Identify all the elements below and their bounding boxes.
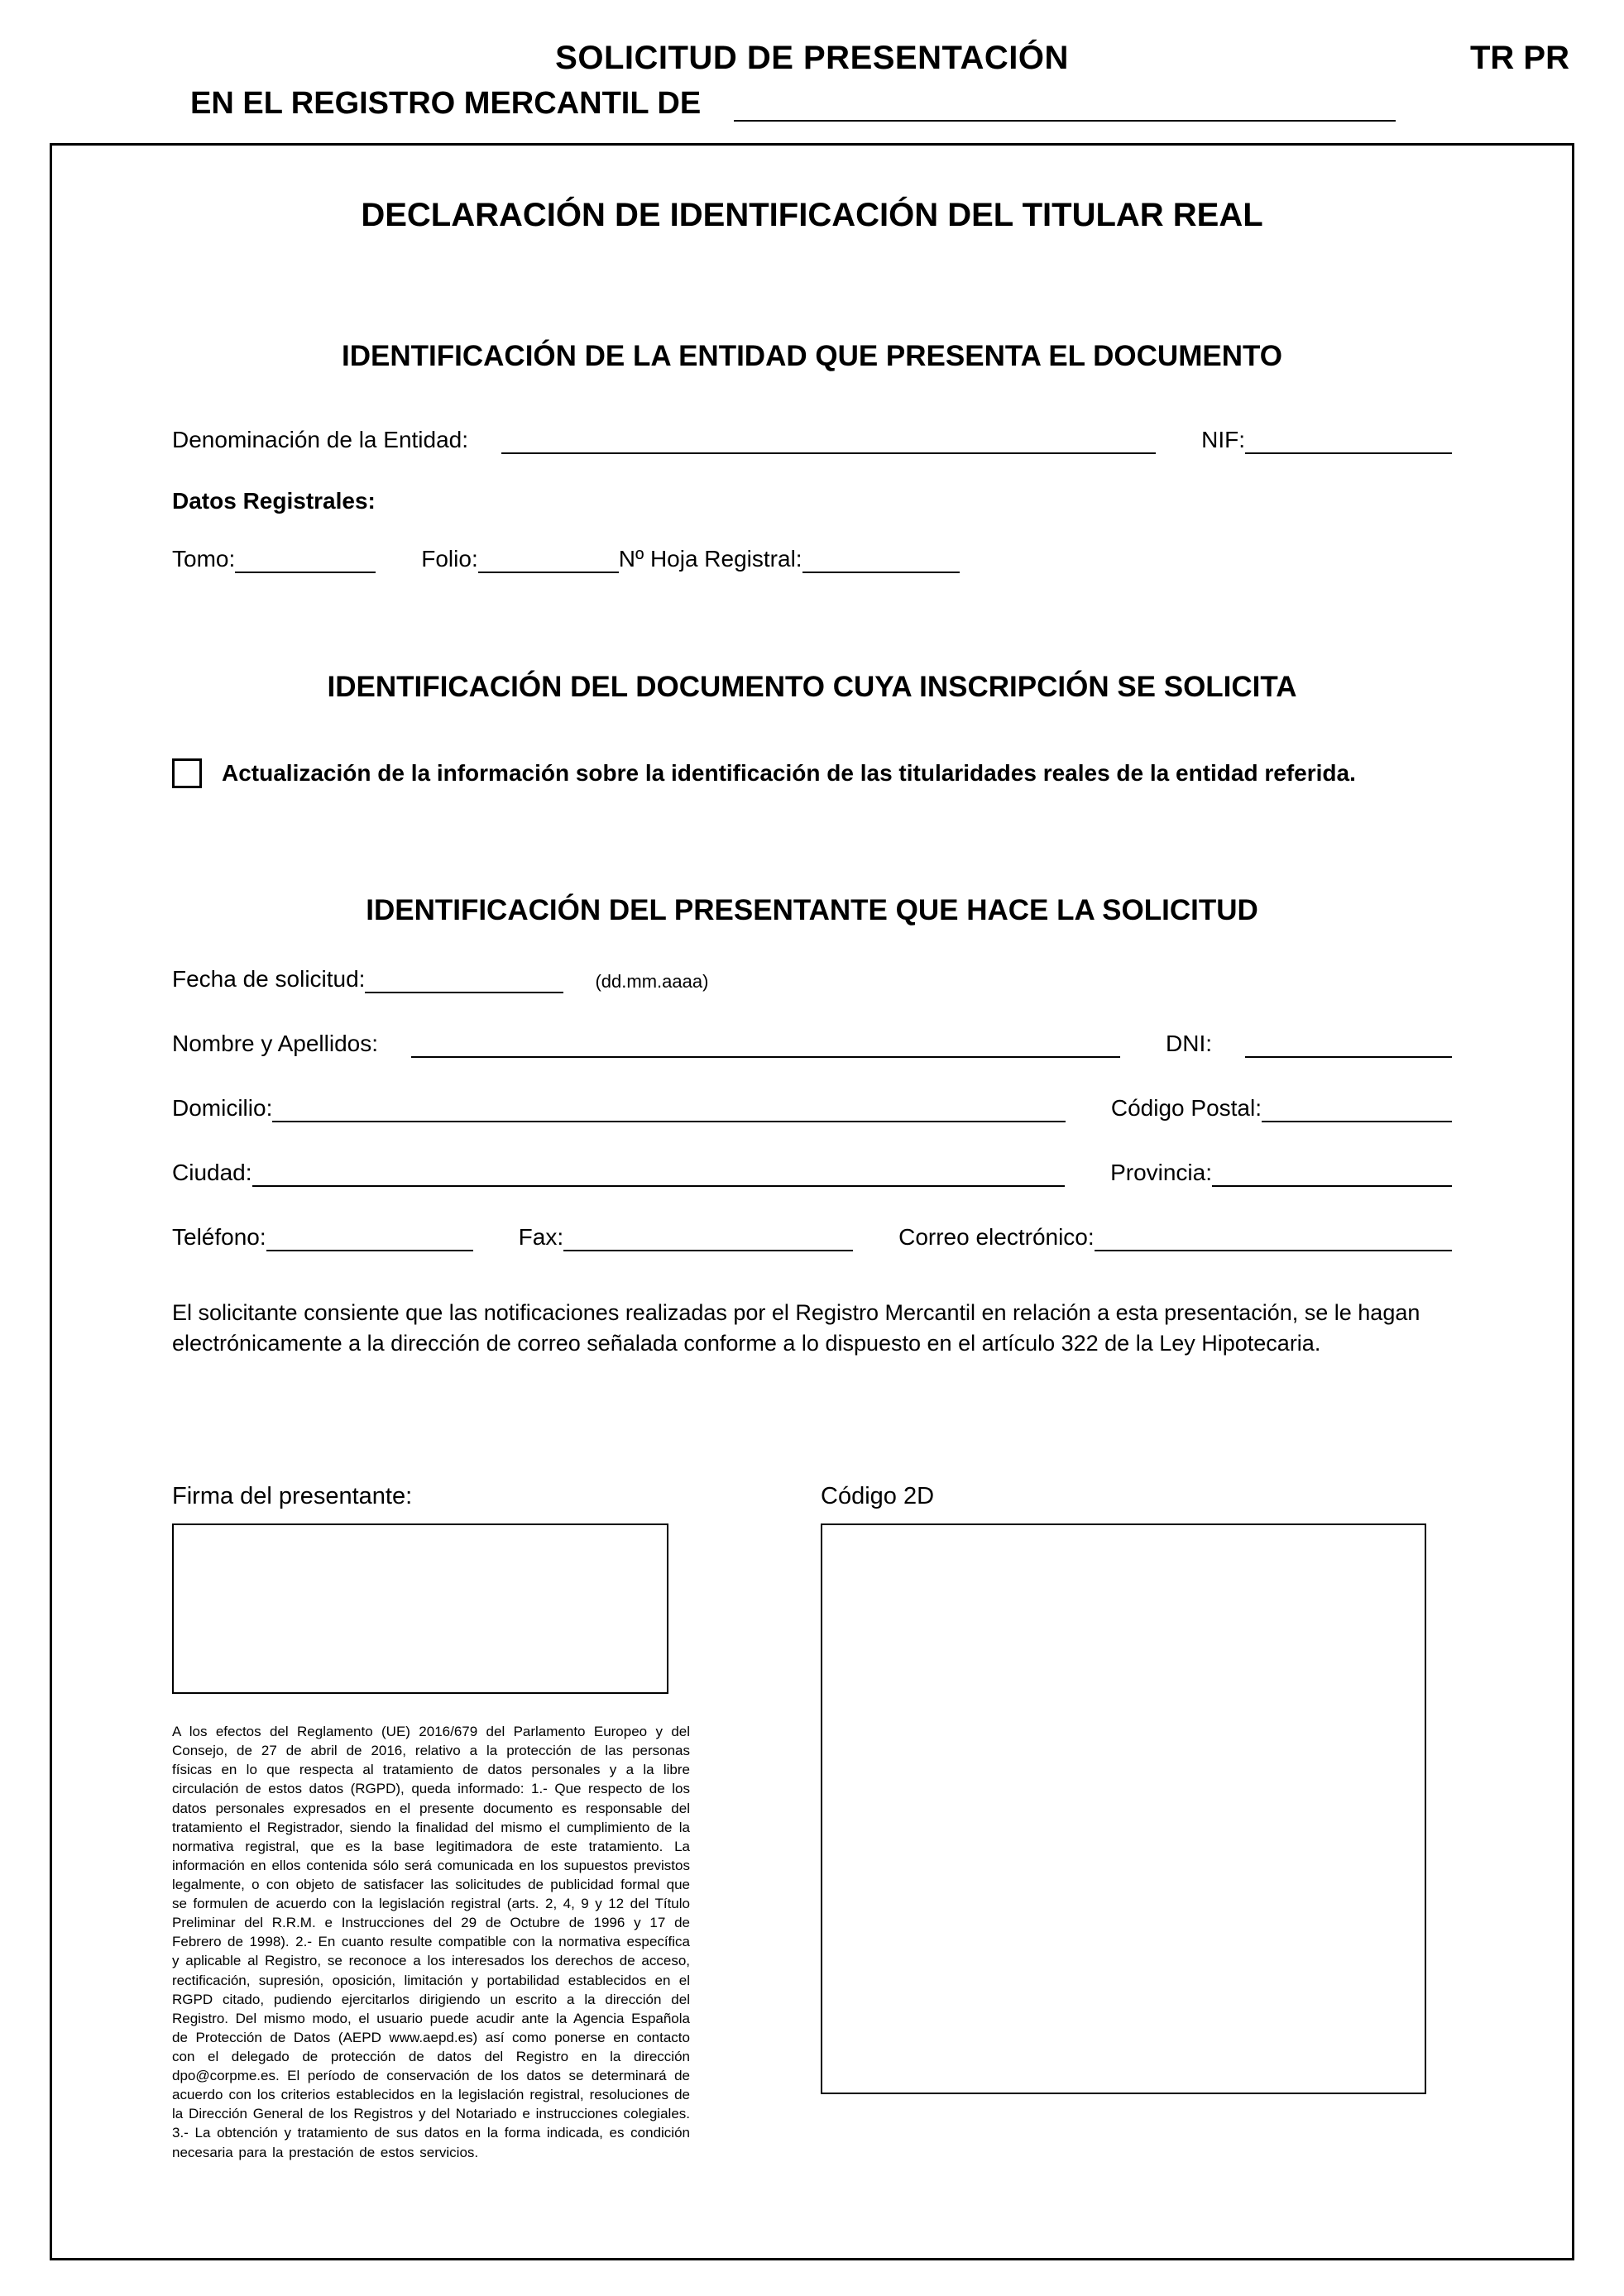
registry-name-row bbox=[190, 84, 1574, 122]
request-date-label: Fecha de solicitud: bbox=[172, 966, 366, 992]
signature-column bbox=[172, 1483, 695, 2162]
dni-field[interactable] bbox=[1245, 1028, 1452, 1058]
entity-name-field[interactable] bbox=[501, 424, 1156, 454]
full-name-field[interactable] bbox=[411, 1028, 1120, 1058]
province-label: Provincia: bbox=[1110, 1160, 1212, 1185]
nif-label: NIF: bbox=[1201, 427, 1245, 453]
code2d-box bbox=[821, 1523, 1426, 2094]
tomo-label: Tomo: bbox=[172, 546, 236, 572]
form-box bbox=[50, 143, 1574, 2260]
city-province-row bbox=[172, 1157, 1452, 1187]
phone-field[interactable] bbox=[266, 1222, 473, 1251]
declaration-title: DECLARACIÓN DE IDENTIFICACIÓN DEL TITULAR REAL bbox=[361, 197, 1263, 233]
hoja-registral-label: Nº Hoja Registral: bbox=[618, 546, 802, 572]
update-declaration-label: Actualización de la información sobre la identificación de las titularidades reales de la entidad referida. bbox=[222, 759, 1356, 786]
email-label: Correo electrónico: bbox=[898, 1224, 1095, 1250]
folio-field[interactable] bbox=[478, 543, 619, 573]
signature-label: Firma del presentante: bbox=[172, 1483, 413, 1510]
postal-code-field[interactable] bbox=[1262, 1093, 1452, 1122]
registry-data-row bbox=[172, 487, 1452, 515]
phone-label: Teléfono: bbox=[172, 1224, 266, 1250]
code2d-label: Código 2D bbox=[821, 1483, 935, 1510]
consent-paragraph: El solicitante consiente que las notificaciones realizadas por el Registro Mercantil en relación a esta presentación, se le hagan electrónicamente a la dirección de correo señalada conforme a lo dispuesto en el artículo 322 de la Ley Hipotecaria. bbox=[172, 1299, 1420, 1356]
phone-fax-email-row bbox=[172, 1222, 1452, 1251]
registry-data-label: Datos Registrales: bbox=[172, 488, 376, 514]
form-code-label: TR PR bbox=[1470, 40, 1569, 76]
entity-section-title: IDENTIFICACIÓN DE LA ENTIDAD QUE PRESENTA EL DOCUMENTO bbox=[342, 340, 1282, 372]
legal-gdpr-text: A los efectos del Reglamento (UE) 2016/679 del Parlamento Europeo y del Consejo, de 27 de abril de 2016, relativo a la protección de las personas físicas en lo que respecta al tratamiento de datos personales y a la libre circulación de estos datos (RGPD), queda informado: 1.- Que respecto de los datos personales expresados en el presente documento es responsable del tratamiento el Registrador, siendo la finalidad del mismo el cumplimiento de la normativa registral, que es la base legitimadora de este tratamiento. La información en ellos contenida sólo será comunicada en los supuestos previstos legalmente, o con objeto de satisfacer las solicitudes de publicidad formal que se formulen de acuerdo con la legislación registral (arts. 2, 4, 9 y 12 del Título Preliminar del R.R.M. e Instrucciones del 29 de Octubre de 1996 y 17 de Febrero de 1998). 2.- En cuanto resulte compatible con la normativa específica y aplicable al Registro, se reconoce a los interesados los derechos de acceso, rectificación, supresión, oposición, limitación y portabilidad establecidos en el RGPD citado, pudiendo ejercitarlos dirigiendo un escrito a la dirección del Registro. Del mismo modo, el usuario puede acudir ante la Agencia Española de Protección de Datos (AEPD www.aepd.es) así como ponerse en contacto con el delegado de protección de datos del Registro en la dirección dpo@corpme.es. El período de conservación de los datos se determinará de acuerdo con los criterios establecidos en la legislación registral, resoluciones de la Dirección General de los Registros y del Notariado e instrucciones colegiales. 3.- La obtención y tratamiento de sus datos en la forma indicada, es condición necesaria para la prestación de estos servicios. bbox=[172, 1724, 690, 2160]
update-declaration-checkbox[interactable] bbox=[172, 758, 202, 788]
postal-code-label: Código Postal: bbox=[1110, 1095, 1262, 1121]
fax-label: Fax: bbox=[518, 1224, 564, 1250]
presenter-section-title: IDENTIFICACIÓN DEL PRESENTANTE QUE HACE LA SOLICITUD bbox=[366, 893, 1258, 926]
registry-name-field[interactable] bbox=[734, 84, 1396, 122]
address-label: Domicilio: bbox=[172, 1095, 273, 1121]
entity-name-row bbox=[172, 424, 1452, 454]
email-field[interactable] bbox=[1095, 1222, 1452, 1251]
dni-label: DNI: bbox=[1166, 1031, 1212, 1056]
code2d-column bbox=[821, 1483, 1426, 2094]
hoja-registral-field[interactable] bbox=[802, 543, 960, 573]
document-header bbox=[50, 40, 1574, 122]
folio-label: Folio: bbox=[421, 546, 478, 572]
name-dni-row bbox=[172, 1028, 1452, 1058]
request-date-row bbox=[172, 964, 1452, 993]
registry-name-label: EN EL REGISTRO MERCANTIL DE bbox=[190, 86, 702, 121]
date-format-hint: (dd.mm.aaaa) bbox=[595, 971, 709, 993]
tomo-field[interactable] bbox=[235, 543, 376, 573]
city-label: Ciudad: bbox=[172, 1160, 252, 1185]
signature-box[interactable] bbox=[172, 1523, 668, 1694]
city-field[interactable] bbox=[252, 1157, 1066, 1187]
tomo-folio-row bbox=[172, 543, 1452, 573]
fax-field[interactable] bbox=[563, 1222, 853, 1251]
document-title: SOLICITUD DE PRESENTACIÓN bbox=[555, 40, 1069, 76]
entity-name-label: Denominación de la Entidad: bbox=[172, 427, 469, 453]
nif-field[interactable] bbox=[1245, 424, 1452, 454]
request-date-field[interactable] bbox=[365, 964, 563, 993]
province-field[interactable] bbox=[1212, 1157, 1452, 1187]
address-postal-row bbox=[172, 1093, 1452, 1122]
signature-area bbox=[172, 1483, 1452, 2162]
full-name-label: Nombre y Apellidos: bbox=[172, 1031, 379, 1056]
address-field[interactable] bbox=[272, 1093, 1066, 1122]
document-section-title: IDENTIFICACIÓN DEL DOCUMENTO CUYA INSCRIPCIÓN SE SOLICITA bbox=[327, 670, 1297, 703]
update-declaration-row bbox=[172, 758, 1452, 788]
